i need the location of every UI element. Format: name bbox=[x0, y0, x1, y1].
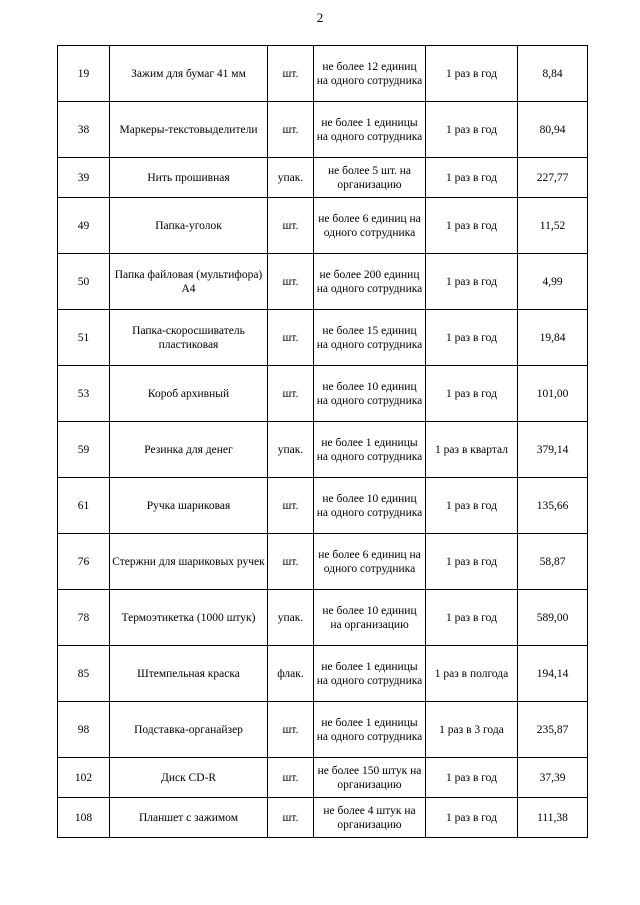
item-name-cell: Подставка-органайзер bbox=[110, 702, 268, 758]
unit-cell: шт. bbox=[268, 366, 314, 422]
unit-cell: шт. bbox=[268, 702, 314, 758]
unit-cell: упак. bbox=[268, 158, 314, 198]
unit-cell: шт. bbox=[268, 254, 314, 310]
quantity-norm-cell: не более 150 штук на организацию bbox=[314, 758, 426, 798]
item-name-cell: Стержни для шариковых ручек bbox=[110, 534, 268, 590]
item-number-cell: 98 bbox=[58, 702, 110, 758]
price-cell: 194,14 bbox=[518, 646, 588, 702]
table-row bbox=[58, 254, 588, 310]
item-number-cell: 49 bbox=[58, 198, 110, 254]
price-cell: 379,14 bbox=[518, 422, 588, 478]
quantity-norm-cell: не более 1 единицы на одного сотрудника bbox=[314, 422, 426, 478]
frequency-cell: 1 раз в год bbox=[426, 534, 518, 590]
frequency-cell: 1 раз в год bbox=[426, 102, 518, 158]
unit-cell: упак. bbox=[268, 590, 314, 646]
unit-cell: шт. bbox=[268, 478, 314, 534]
supplies-table bbox=[57, 45, 588, 838]
item-number-cell: 76 bbox=[58, 534, 110, 590]
price-cell: 101,00 bbox=[518, 366, 588, 422]
table-row bbox=[58, 534, 588, 590]
item-name-cell: Папка-уголок bbox=[110, 198, 268, 254]
quantity-norm-cell: не более 12 единиц на одного сотрудника bbox=[314, 46, 426, 102]
item-number-cell: 61 bbox=[58, 478, 110, 534]
unit-cell: шт. bbox=[268, 758, 314, 798]
unit-cell: шт. bbox=[268, 198, 314, 254]
table-body bbox=[58, 46, 588, 838]
quantity-norm-cell: не более 15 единиц на одного сотрудника bbox=[314, 310, 426, 366]
item-number-cell: 51 bbox=[58, 310, 110, 366]
frequency-cell: 1 раз в год bbox=[426, 46, 518, 102]
frequency-cell: 1 раз в год bbox=[426, 590, 518, 646]
item-number-cell: 50 bbox=[58, 254, 110, 310]
price-cell: 37,39 bbox=[518, 758, 588, 798]
item-number-cell: 78 bbox=[58, 590, 110, 646]
frequency-cell: 1 раз в квартал bbox=[426, 422, 518, 478]
unit-cell: упак. bbox=[268, 422, 314, 478]
frequency-cell: 1 раз в год bbox=[426, 758, 518, 798]
item-number-cell: 53 bbox=[58, 366, 110, 422]
quantity-norm-cell: не более 10 единиц на одного сотрудника bbox=[314, 478, 426, 534]
price-cell: 19,84 bbox=[518, 310, 588, 366]
table-row bbox=[58, 702, 588, 758]
item-name-cell: Маркеры-текстовыделители bbox=[110, 102, 268, 158]
item-number-cell: 19 bbox=[58, 46, 110, 102]
quantity-norm-cell: не более 1 единицы на одного сотрудника bbox=[314, 102, 426, 158]
item-name-cell: Резинка для денег bbox=[110, 422, 268, 478]
unit-cell: шт. bbox=[268, 102, 314, 158]
price-cell: 111,38 bbox=[518, 798, 588, 838]
frequency-cell: 1 раз в год bbox=[426, 798, 518, 838]
page-number: 2 bbox=[316, 10, 324, 25]
unit-cell: шт. bbox=[268, 534, 314, 590]
table-row bbox=[58, 310, 588, 366]
item-name-cell: Папка-скоросшиватель пластиковая bbox=[110, 310, 268, 366]
item-number-cell: 108 bbox=[58, 798, 110, 838]
price-cell: 11,52 bbox=[518, 198, 588, 254]
item-name-cell: Короб архивный bbox=[110, 366, 268, 422]
table-row bbox=[58, 422, 588, 478]
quantity-norm-cell: не более 10 единиц на одного сотрудника bbox=[314, 366, 426, 422]
item-name-cell: Зажим для бумаг 41 мм bbox=[110, 46, 268, 102]
frequency-cell: 1 раз в год bbox=[426, 198, 518, 254]
frequency-cell: 1 раз в полгода bbox=[426, 646, 518, 702]
unit-cell: шт. bbox=[268, 798, 314, 838]
table-row bbox=[58, 366, 588, 422]
table-row bbox=[58, 758, 588, 798]
quantity-norm-cell: не более 6 единиц на одного сотрудника bbox=[314, 534, 426, 590]
item-name-cell: Ручка шариковая bbox=[110, 478, 268, 534]
frequency-cell: 1 раз в год bbox=[426, 158, 518, 198]
price-cell: 227,77 bbox=[518, 158, 588, 198]
unit-cell: шт. bbox=[268, 310, 314, 366]
table-row bbox=[58, 798, 588, 838]
quantity-norm-cell: не более 10 единиц на организацию bbox=[314, 590, 426, 646]
item-name-cell: Папка файловая (мультифора) А4 bbox=[110, 254, 268, 310]
unit-cell: шт. bbox=[268, 46, 314, 102]
item-number-cell: 85 bbox=[58, 646, 110, 702]
price-cell: 135,66 bbox=[518, 478, 588, 534]
item-name-cell: Планшет с зажимом bbox=[110, 798, 268, 838]
quantity-norm-cell: не более 4 штук на организацию bbox=[314, 798, 426, 838]
quantity-norm-cell: не более 5 шт. на организацию bbox=[314, 158, 426, 198]
table-row bbox=[58, 646, 588, 702]
price-cell: 235,87 bbox=[518, 702, 588, 758]
item-name-cell: Штемпельная краска bbox=[110, 646, 268, 702]
table-row bbox=[58, 478, 588, 534]
quantity-norm-cell: не более 1 единицы на одного сотрудника bbox=[314, 702, 426, 758]
table-row bbox=[58, 158, 588, 198]
item-name-cell: Диск CD-R bbox=[110, 758, 268, 798]
price-cell: 4,99 bbox=[518, 254, 588, 310]
frequency-cell: 1 раз в год bbox=[426, 254, 518, 310]
frequency-cell: 1 раз в год bbox=[426, 310, 518, 366]
item-number-cell: 39 bbox=[58, 158, 110, 198]
item-number-cell: 38 bbox=[58, 102, 110, 158]
price-cell: 8,84 bbox=[518, 46, 588, 102]
table-row bbox=[58, 102, 588, 158]
quantity-norm-cell: не более 200 единиц на одного сотрудника bbox=[314, 254, 426, 310]
unit-cell: флак. bbox=[268, 646, 314, 702]
price-cell: 58,87 bbox=[518, 534, 588, 590]
item-number-cell: 59 bbox=[58, 422, 110, 478]
quantity-norm-cell: не более 1 единицы на одного сотрудника bbox=[314, 646, 426, 702]
price-cell: 80,94 bbox=[518, 102, 588, 158]
item-name-cell: Нить прошивная bbox=[110, 158, 268, 198]
item-name-cell: Термоэтикетка (1000 штук) bbox=[110, 590, 268, 646]
frequency-cell: 1 раз в 3 года bbox=[426, 702, 518, 758]
frequency-cell: 1 раз в год bbox=[426, 366, 518, 422]
item-number-cell: 102 bbox=[58, 758, 110, 798]
table-row bbox=[58, 46, 588, 102]
table-row bbox=[58, 590, 588, 646]
table-row bbox=[58, 198, 588, 254]
quantity-norm-cell: не более 6 единиц на одного сотрудника bbox=[314, 198, 426, 254]
frequency-cell: 1 раз в год bbox=[426, 478, 518, 534]
price-cell: 589,00 bbox=[518, 590, 588, 646]
